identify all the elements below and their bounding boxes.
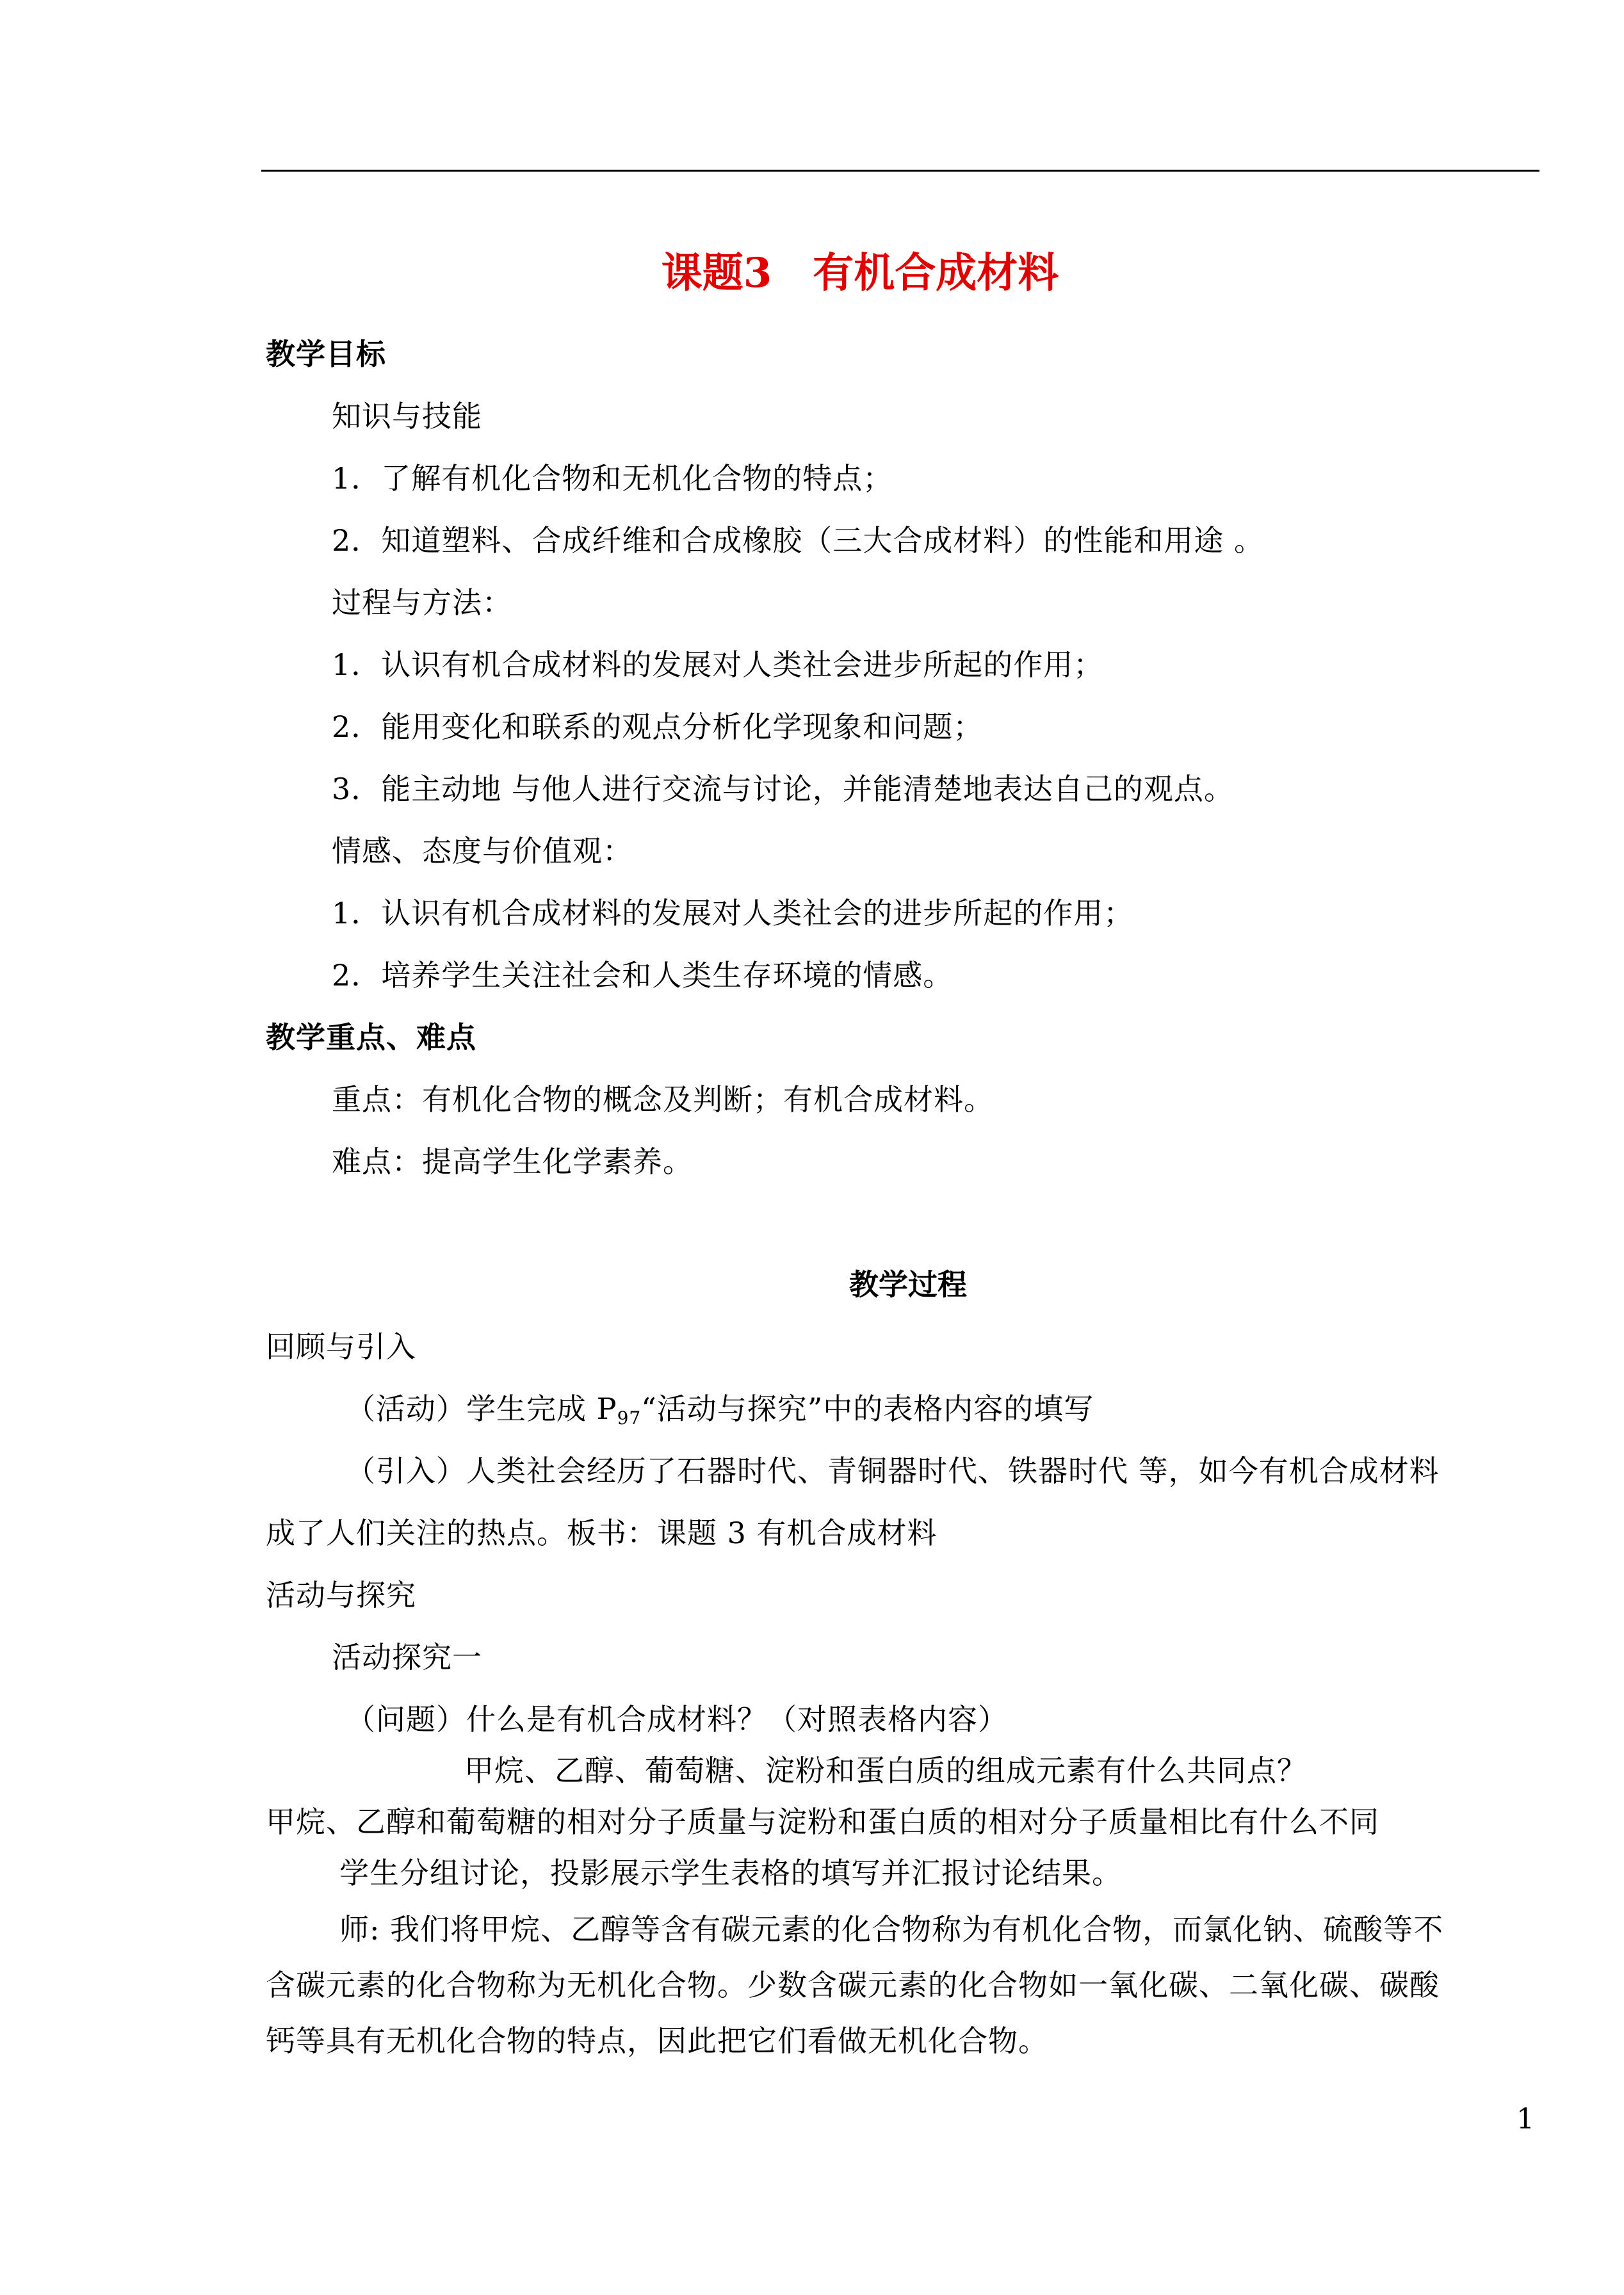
process-item: 3．能主动地 与他人进行交流与讨论，并能清楚地表达自己的观点。: [332, 772, 1234, 806]
question-text: （问题）什么是有机合成材料？（对照表格内容）: [346, 1702, 1008, 1737]
explore-heading: 活动与探究: [266, 1578, 416, 1612]
activity-line: [346, 1390, 1094, 1438]
difficulty-text: 难点：提高学生化学素养。: [332, 1144, 693, 1179]
emotion-heading: 情感、态度与价值观：: [332, 834, 633, 868]
header-rule: [261, 170, 1539, 172]
process-heading: 过程与方法：: [332, 585, 512, 620]
emotion-item: 1．认识有机合成材料的发展对人类社会的进步所起的作用；: [332, 896, 1134, 930]
knowledge-item: 1．了解有机化合物和无机化合物的特点；: [332, 461, 893, 496]
process-section-heading: 教学过程: [849, 1267, 967, 1302]
intro-line: （引入）人类社会经历了石器时代、青铜器时代、铁器时代 等，如今有机合成材料: [346, 1454, 1440, 1488]
question-detail: 甲烷、乙醇和葡萄糖的相对分子质量与淀粉和蛋白质的相对分子质量相比有什么不同: [266, 1804, 1379, 1839]
activity-suffix: “活动与探究”中的表格内容的填写: [641, 1391, 1094, 1426]
review-heading: 回顾与引入: [266, 1329, 416, 1364]
explore-one: 活动探究一: [332, 1640, 482, 1675]
process-item: 2．能用变化和联系的观点分析化学现象和问题；: [332, 710, 984, 744]
objectives-heading: 教学目标: [266, 337, 386, 371]
emotion-item: 2．培养学生关注社会和人类生存环境的情感。: [332, 958, 954, 993]
activity-prefix: （活动）学生完成 P: [346, 1391, 617, 1426]
teacher-line: 钙等具有无机化合物的特点，因此把它们看做无机化合物。: [266, 2023, 1048, 2058]
teacher-line: 师: 我们将甲烷、乙醇等含有碳元素的化合物称为有机化合物，而氯化钠、硫酸等不: [339, 1912, 1444, 1947]
knowledge-item: 2．知道塑料、合成纤维和合成橡胶（三大合成材料）的性能和用途 。: [332, 523, 1264, 558]
teacher-line: 含碳元素的化合物称为无机化合物。少数含碳元素的化合物如一氧化碳、二氧化碳、碳酸: [266, 1968, 1440, 2002]
discussion-text: 学生分组讨论，投影展示学生表格的填写并汇报讨论结果。: [339, 1856, 1122, 1890]
intro-line: 成了人们关注的热点。板书：课题 3 有机合成材料: [266, 1516, 938, 1550]
page-number: 1: [1516, 2103, 1534, 2136]
question-detail: 甲烷、乙醇、葡萄糖、淀粉和蛋白质的组成元素有什么共同点？: [464, 1753, 1307, 1788]
activity-page-sub: 97: [617, 1407, 642, 1429]
focus-text: 重点：有机化合物的概念及判断；有机合成材料。: [332, 1082, 994, 1117]
page-title: 课题3 有机合成材料: [661, 249, 1059, 297]
process-item: 1．认识有机合成材料的发展对人类社会进步所起的作用；: [332, 647, 1104, 682]
key-points-heading: 教学重点、难点: [266, 1020, 476, 1055]
knowledge-heading: 知识与技能: [332, 399, 482, 434]
